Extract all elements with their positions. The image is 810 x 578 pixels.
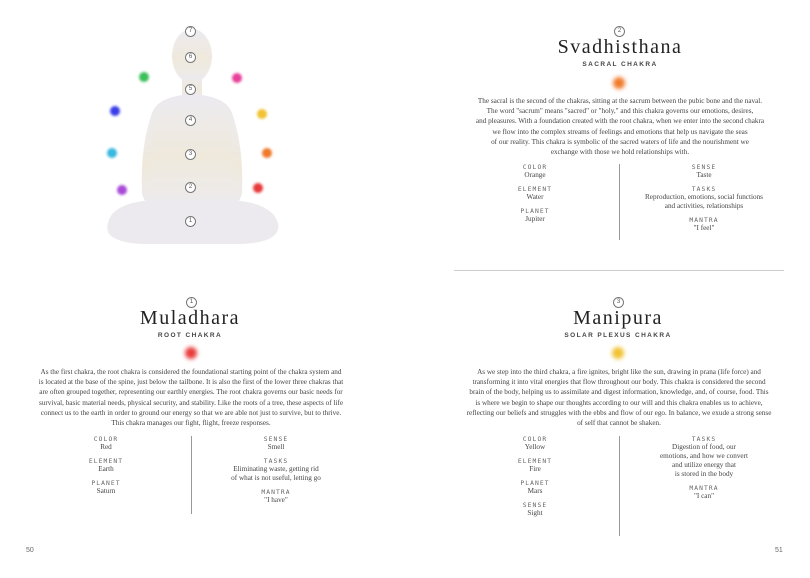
description-line: As we step into the third chakra, a fire ignites, bright like the sun, drawing in prana (life force) and: [477, 368, 761, 376]
attr-label: ELEMENT: [517, 186, 553, 193]
figure-number-6: 6: [185, 52, 196, 63]
attr-value: Red: [100, 443, 112, 451]
description-line: and pleasures. With a foundation created with the root chakra, when we enter into the second chakra: [475, 117, 765, 126]
muladhara-number: 1: [186, 297, 197, 308]
muladhara-subtitle: ROOT CHAKRA: [157, 332, 223, 339]
description-line: The sacral is the second of the chakras, sitting at the sacrum between the pubic bone and the naval.: [477, 97, 763, 105]
attr-label: ELEMENT: [88, 458, 124, 465]
attributes-divider: [619, 436, 620, 536]
muladhara-right-attributes: [204, 436, 348, 505]
chakra-dot-throat: [107, 148, 117, 158]
chakra-dot-crown: [117, 185, 127, 195]
attr-label: MANTRA: [689, 217, 719, 224]
attributes-divider: [191, 436, 192, 514]
attr-label: MANTRA: [689, 485, 719, 492]
attr-value: Digestion of food, our emotions, and how we convert and utilize energy that is stored in the body: [659, 443, 749, 478]
description-line: we flow into the complex streams of feelings and emotions that help us navigate the seas: [492, 127, 748, 136]
attr-value: "I have": [264, 496, 288, 504]
sacral-color-glow: [613, 77, 625, 89]
attr-value: Earth: [98, 465, 114, 473]
attr-label: SENSE: [691, 164, 717, 171]
muladhara-title: Muladhara: [139, 307, 241, 329]
chakra-dot-solar: [257, 109, 267, 119]
description-line: of our reality. This chakra is symbolic of the sacred waters of life and the nourishment we: [491, 137, 749, 146]
manipura-number: 3: [613, 297, 624, 308]
solar-color-glow: [612, 347, 624, 359]
attr-value: Mars: [527, 487, 543, 495]
attr-label: PLANET: [91, 480, 121, 487]
description-line: of self that cannot be shaken.: [577, 419, 661, 428]
attr-label: COLOR: [522, 164, 548, 171]
attr-label: MANTRA: [261, 489, 291, 496]
figure-number-3: 3: [185, 149, 196, 160]
chakra-dot-heart: [139, 72, 149, 82]
attr-label: COLOR: [93, 436, 119, 443]
attr-label: ELEMENT: [517, 458, 553, 465]
description-line: As the first chakra, the root chakra is considered the foundational starting point of the chakra system and: [40, 368, 342, 376]
manipura-right-attributes: [632, 436, 776, 501]
svadhisthana-description: [452, 96, 788, 157]
chakra-dot-third-eye: [110, 106, 120, 116]
attr-label: PLANET: [520, 480, 550, 487]
attr-value: "I can": [693, 492, 715, 500]
page-number-right: 51: [775, 547, 783, 554]
attr-value: Reproduction, emotions, social functions and activities, relationships: [645, 193, 763, 210]
attr-value: Taste: [696, 171, 712, 179]
description-line: This chakra manages our fight, flight, freeze responses.: [111, 419, 271, 428]
root-color-glow: [185, 347, 197, 359]
manipura-description: [449, 367, 789, 428]
attr-value: Orange: [524, 171, 546, 179]
attr-label: SENSE: [263, 436, 289, 443]
attr-value: Yellow: [524, 443, 546, 451]
attr-value: Smell: [267, 443, 285, 451]
svadhisthana-subtitle: SACRAL CHAKRA: [582, 61, 658, 68]
description-line: is where we begin to shape our thoughts according to our will and this chakra enables us to achieve,: [475, 398, 763, 407]
chakra-dot-pink: [232, 73, 242, 83]
figure-number-5: 5: [185, 84, 196, 95]
muladhara-description: [20, 367, 362, 428]
attr-value: "I feel": [693, 224, 715, 232]
description-line: is located at the base of the spine, just below the tailbone. It is also the first of the lower three chakras that: [38, 378, 344, 387]
attr-label: COLOR: [522, 436, 548, 443]
attr-value: Saturn: [96, 487, 116, 495]
manipura-title: Manipura: [573, 307, 663, 329]
description-line: exchange with those we hold relationships with.: [550, 148, 690, 157]
svadhisthana-left-attributes: [494, 164, 576, 224]
attr-value: Water: [526, 193, 544, 201]
chakra-dot-root: [253, 183, 263, 193]
figure-number-1: 1: [185, 216, 196, 227]
figure-number-2: 2: [185, 182, 196, 193]
description-line: transforming it into vital energies that flow throughout our body. This chakra is considered the second: [472, 378, 766, 387]
attr-value: Eliminating waste, getting rid of what is not useful, letting go: [231, 465, 321, 482]
page-number-left: 50: [26, 547, 34, 554]
figure-number-4: 4: [185, 115, 196, 126]
description-line: reflecting our beliefs and struggles with the ebbs and flow of our ego. In balance, we exude a strong sense: [466, 408, 772, 417]
section-divider: [454, 270, 784, 271]
description-line: are often grouped together, representing our earthly energies. The root chakra governs our basic needs for: [39, 388, 343, 397]
figure-number-7: 7: [185, 26, 196, 37]
svadhisthana-right-attributes: [630, 164, 778, 233]
chakra-dot-sacral: [262, 148, 272, 158]
description-line: brain of the body, helping us to assimilate and digest information, knowledge, and, of course, food. This: [469, 388, 769, 397]
attr-label: TASKS: [691, 186, 717, 193]
svadhisthana-title: Svadhisthana: [557, 36, 683, 58]
muladhara-left-attributes: [66, 436, 146, 496]
description-line: connect us to the earth in order to ground our energy so that we are able not just to survive, but to thrive.: [40, 408, 342, 417]
attr-value: Jupiter: [525, 215, 545, 223]
attr-value: Sight: [527, 509, 543, 517]
attributes-divider: [619, 164, 620, 240]
attr-label: TASKS: [263, 458, 289, 465]
attr-value: Fire: [529, 465, 541, 473]
attr-label: PLANET: [520, 208, 550, 215]
description-line: The word "sacrum" means "sacred" or "holy," and this chakra governs our emotions, desires,: [486, 107, 754, 116]
attr-label: SENSE: [522, 502, 548, 509]
description-line: survival, basic material needs, physical security, and stability. Like the roots of a tree, these aspects of life: [38, 398, 344, 407]
svadhisthana-number: 2: [614, 26, 625, 37]
attr-label: TASKS: [691, 436, 717, 443]
manipura-left-attributes: [494, 436, 576, 518]
manipura-subtitle: SOLAR PLEXUS CHAKRA: [564, 332, 672, 339]
